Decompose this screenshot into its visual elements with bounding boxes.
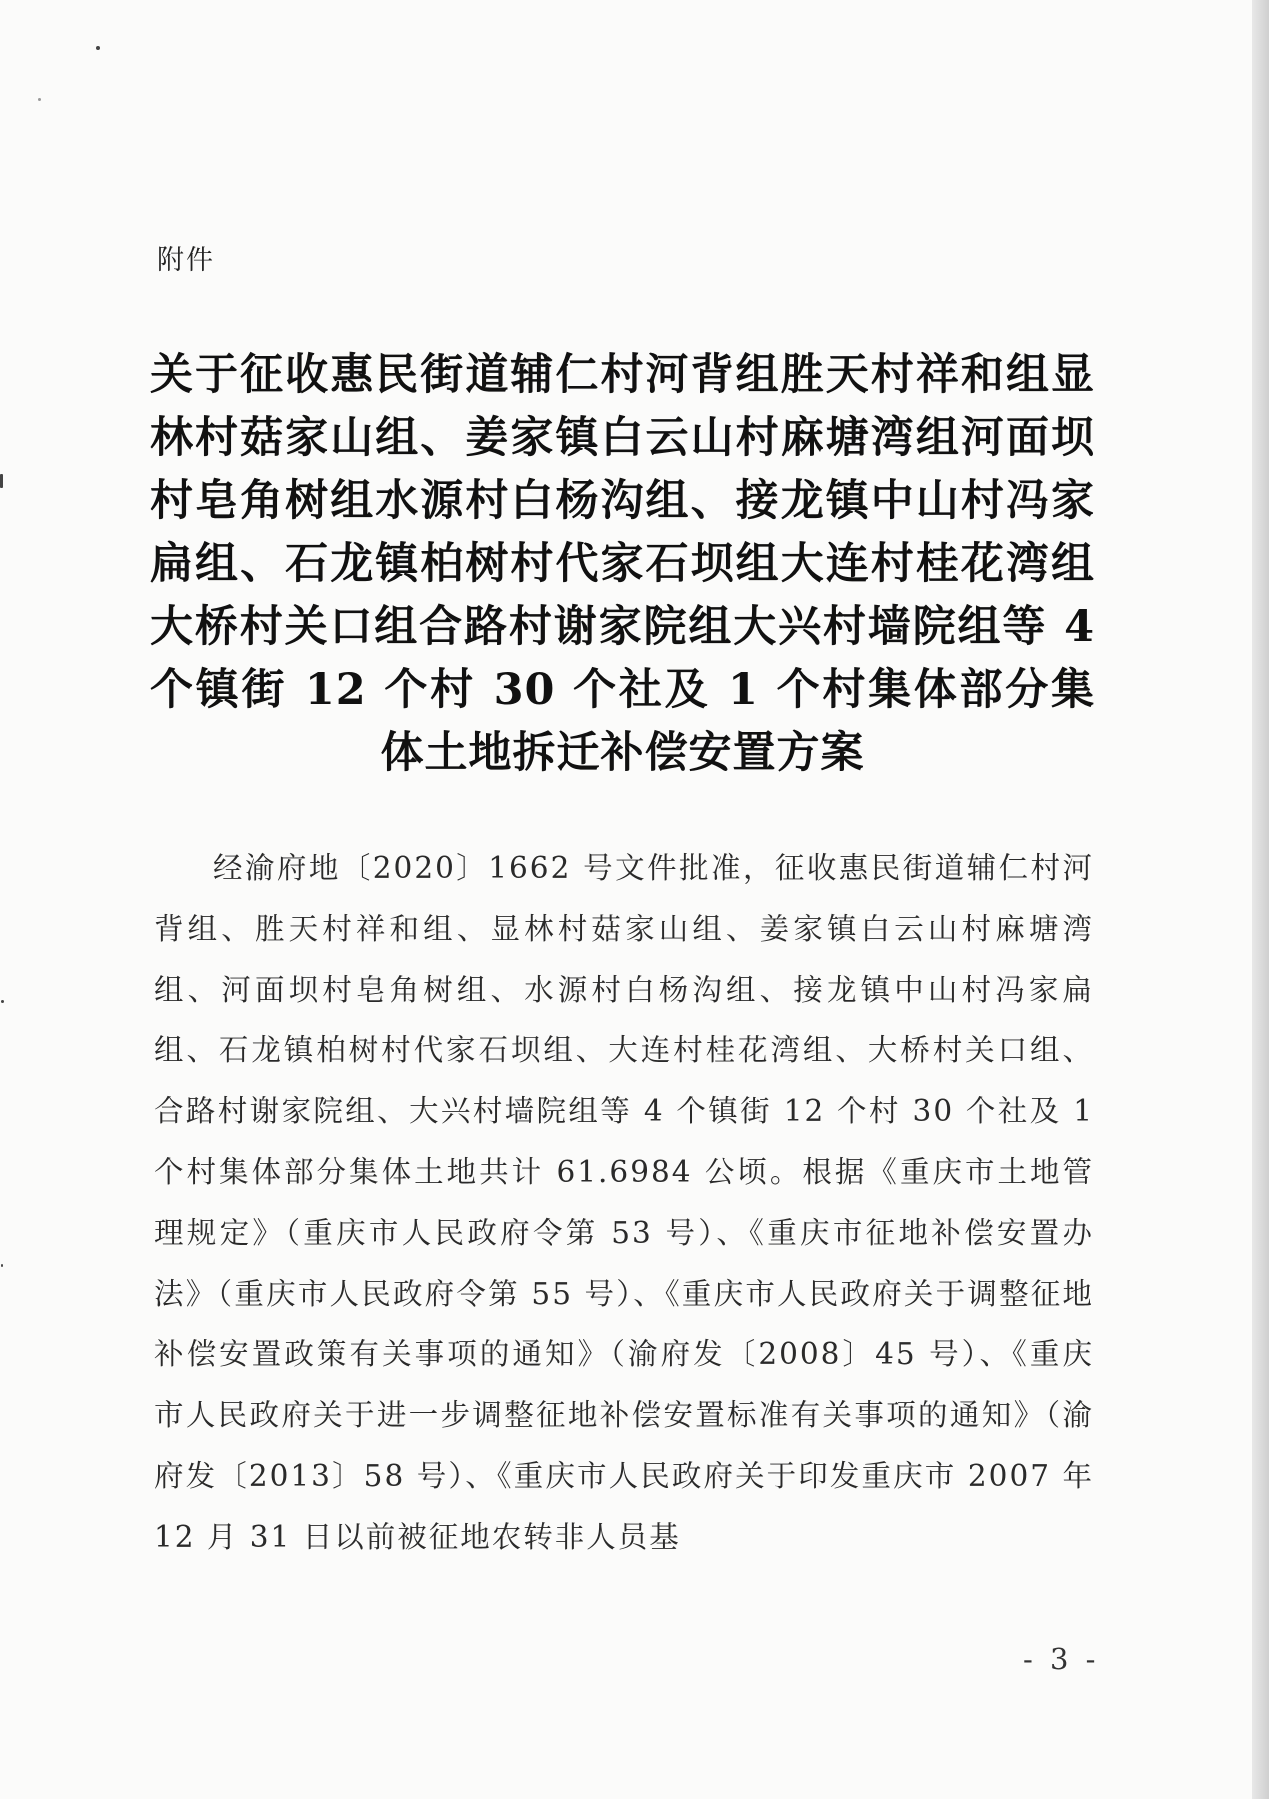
scan-speck <box>0 474 3 488</box>
page-number: - 3 - <box>1023 1642 1100 1676</box>
scan-speck <box>1 1000 4 1003</box>
attachment-label: 附件 <box>157 245 215 276</box>
scan-speck <box>38 98 41 101</box>
document-title: 关于征收惠民街道辅仁村河背组胜天村祥和组显林村菇家山组、姜家镇白云山村麻塘湾组河面坝村皂角树组水源村白杨沟组、接龙镇中山村冯家扁组、石龙镇柏树村代家石坝组大连村桂花湾组大桥村关口组合路村谢家院组大兴村墙院组等 4 个镇街 12 个村 30 个社及 1 个村集体部分集体土地拆迁补偿安置方案 <box>150 350 1095 778</box>
scan-edge <box>1252 0 1269 1799</box>
body-paragraph: 经渝府地〔2020〕1662 号文件批准，征收惠民街道辅仁村河背组、胜天村祥和组、显林村菇家山组、姜家镇白云山村麻塘湾组、河面坝村皂角树组、水源村白杨沟组、接龙镇中山村冯家扁组、石龙镇柏树村代家石坝组、大连村桂花湾组、大桥村关口组、合路村谢家院组、大兴村墙院组等 4 个镇街 12 个村 30 个社及 1 个村集体部分集体土地共计 61.6984 公顷。根据《重庆市土地管理规定》（重庆市人民政府令第 53 号）、《重庆市征地补偿安置办法》（重庆市人民政府令第 55 号）、《重庆市人民政府关于调整征地补偿安置政策有关事项的通知》（渝府发〔2008〕45 号）、《重庆市人民政府关于进一步调整征地补偿安置标准有关事项的通知》（渝府发〔2013〕58 号）、《重庆市人民政府关于印发重庆市 2007 年 12 月 31 日以前被征地农转非人员基 <box>154 851 1094 1554</box>
scan-speck <box>1 1264 3 1267</box>
scan-speck <box>96 46 100 50</box>
